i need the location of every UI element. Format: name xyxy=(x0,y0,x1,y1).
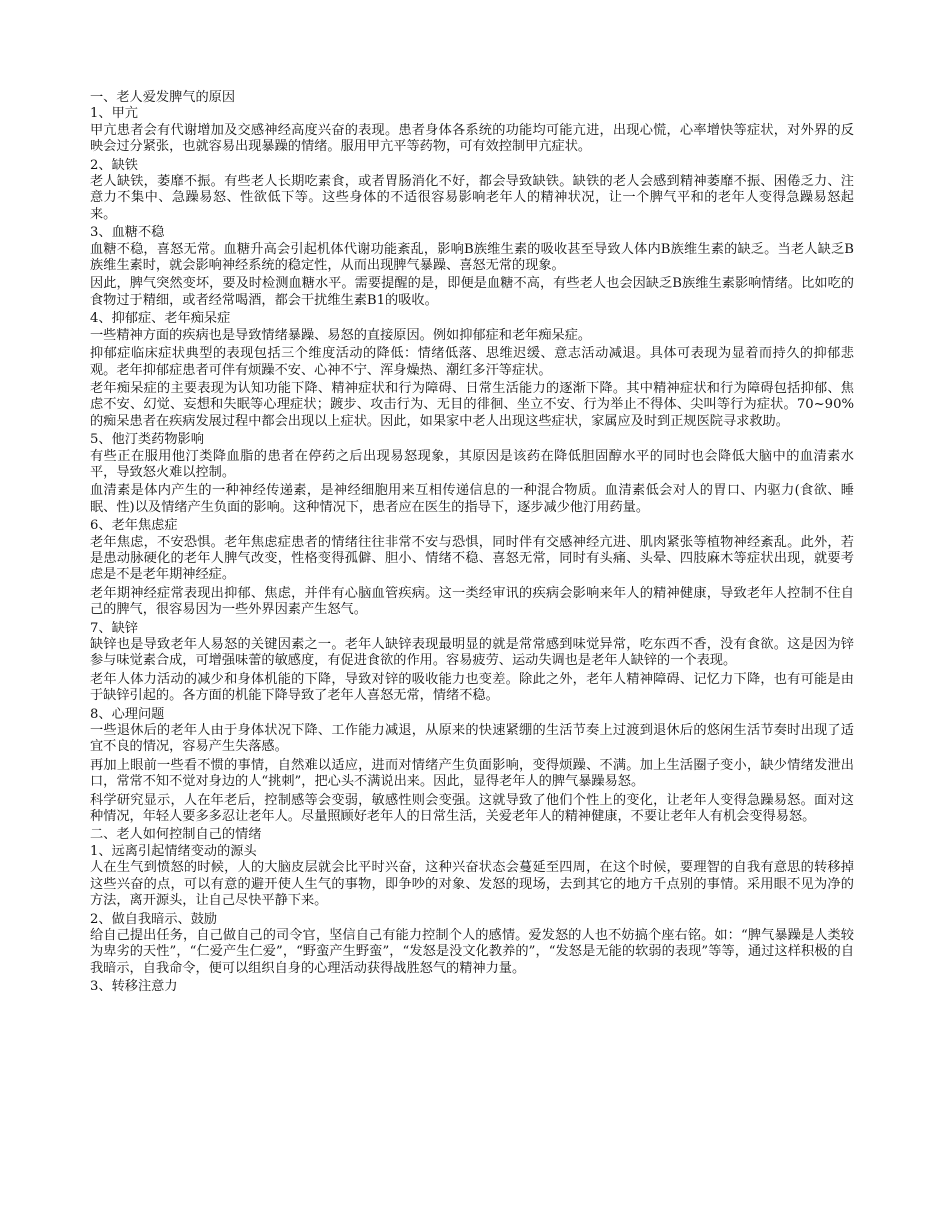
paragraph: 再加上眼前一些看不惯的事情，自然难以适应，进而对情绪产生负面影响，变得烦躁、不满。加上生活圈子变小，缺少情绪发泄出口，常常不知不觉对身边的人“挑刺”，把心头不满说出来。因此，显得老年人的脾气暴躁易怒。 xyxy=(90,757,854,790)
subsection-heading: 1、远离引起情绪变动的源头 xyxy=(90,843,257,859)
paragraph: 一些精神方面的疾病也是导致情绪暴躁、易怒的直接原因。例如抑郁症和老年痴呆症。 xyxy=(90,327,592,343)
paragraph: 甲亢患者会有代谢增加及交感神经高度兴奋的表现。患者身体各系统的功能均可能亢进，出现心慌，心率增快等症状，对外界的反映会过分紧张，也就容易出现暴躁的情绪。服用甲亢平等药物，可有效控制甲亢症状。 xyxy=(90,122,854,155)
section-heading: 二、老人如何控制自己的情绪 xyxy=(90,827,262,843)
paragraph: 老年人体力活动的减少和身体机能的下降，导致对锌的吸收能力也变差。除此之外，老年人精神障碍、记忆力下降，也有可能是由于缺锌引起的。各方面的机能下降导致了老年人喜怒无常，情绪不稳。 xyxy=(90,671,854,704)
paragraph: 缺锌也是导致老年人易怒的关键因素之一。老年人缺锌表现最明显的就是常常感到味觉异常，吃东西不香，没有食欲。这是因为锌参与味觉素合成，可增强味蕾的敏感度，有促进食欲的作用。容易疲劳、运动失调也是老年人缺锌的一个表现。 xyxy=(90,637,854,669)
paragraph: 血糖不稳，喜怒无常。血糖升高会引起机体代谢功能紊乱，影响B族维生素的吸收甚至导致人体内B族维生素的缺乏。当老人缺乏B族维生素时，就会影响神经系统的稳定性，从而出现脾气暴躁、喜怒无常的现象。 xyxy=(90,241,854,274)
paragraph: 有些正在服用他汀类降血脂的患者在停药之后出现易怒现象，其原因是该药在降低胆固醇水平的同时也会降低大脑中的血清素水平，导致怒火难以控制。 xyxy=(90,448,854,480)
paragraph: 老年期神经症常表现出抑郁、焦虑，并伴有心脑血管疾病。这一类经审讯的疾病会影响来年人的精神健康，导致老年人控制不住自己的脾气，很容易因为一些外界因素产生怒气。 xyxy=(90,585,854,618)
paragraph: 给自己提出任务，自己做自己的司令官，坚信自己有能力控制个人的感情。爱发怒的人也不妨搞个座右铭。如：“脾气暴躁是人类较为卑劣的天性”，“仁爱产生仁爱”，“野蛮产生野蛮”，“发怒是没文化教养的”，“发怒是无能的软弱的表现”等等，通过这样积极的自我暗示，自我命令，便可以组织自身的心理活动获得战胜怒气的精神力量。 xyxy=(90,927,854,976)
subsection-heading: 2、做自我暗示、鼓励 xyxy=(90,911,218,927)
paragraph: 因此，脾气突然变坏，要及时检测血糖水平。需要提醒的是，即便是血糖不高，有些老人也会因缺乏B族维生素影响情绪。比如吃的食物过于精细，或者经常喝酒，都会干扰维生素B1的吸收。 xyxy=(90,276,854,308)
paragraph: 抑郁症临床症状典型的表现包括三个维度活动的降低：情绪低落、思维迟缓、意志活动减退。具体可表现为显着而持久的抑郁悲观。老年抑郁症患者可伴有烦躁不安、心神不宁、浑身燥热、潮红多汗等症状。 xyxy=(90,346,854,378)
subsection-heading: 3、血糖不稳 xyxy=(90,225,165,241)
subsection-heading: 4、抑郁症、老年痴呆症 xyxy=(90,311,231,327)
paragraph: 老年焦虑，不安恐惧。老年焦虑症患者的情绪往往非常不安与恐惧，同时伴有交感神经亢进、肌肉紧张等植物神经紊乱。此外，若是患动脉硬化的老年人脾气改变，性格变得孤僻、胆小、情绪不稳、喜怒无常，同时有头痛、头晕、四肢麻木等症状出现，就要考虑是不是老年期神经症。 xyxy=(90,534,854,583)
paragraph: 一些退休后的老年人由于身体状况下降、工作能力减退，从原来的快速紧绷的生活节奏上过渡到退休后的悠闲生活节奏时出现了适宜不良的情况，容易产生失落感。 xyxy=(90,723,854,755)
subsection-heading: 8、心理问题 xyxy=(90,706,165,722)
subsection-heading: 1、甲亢 xyxy=(90,106,138,122)
paragraph: 血清素是体内产生的一种神经传递素，是神经细胞用来互相传递信息的一种混合物质。血清素低会对人的胃口、内驱力(食欲、睡眠、性)以及情绪产生负面的影响。这种情况下，患者应在医生的指导下，逐步减少他汀用药量。 xyxy=(90,483,854,515)
paragraph: 科学研究显示，人在年老后，控制感等会变弱，敏感性则会变强。这就导致了他们个性上的变化，让老年人变得急躁易怒。面对这种情况，年轻人要多多忍让老年人。尽量照顾好老年人的日常生活，关爱老年人的精神健康，不要让老年人有机会变得易怒。 xyxy=(90,792,854,825)
subsection-heading: 5、他汀类药物影响 xyxy=(90,432,204,448)
paragraph: 老年痴呆症的主要表现为认知功能下降、精神症状和行为障碍、日常生活能力的逐渐下降。其中精神症状和行为障碍包括抑郁、焦虑不安、幻觉、妄想和失眠等心理症状；踱步、攻击行为、无目的徘徊、坐立不安、行为举止不得体、尖叫等行为症状。70~90%的痴呆患者在疾病发展过程中都会出现以上症状。因此，如果家中老人出现这些症状，家属应及时到正规医院寻求救助。 xyxy=(90,380,854,429)
paragraph: 人在生气到愤怒的时候，人的大脑皮层就会比平时兴奋，这种兴奋状态会蔓延至四周，在这个时候，要理智的自我有意思的转移掉这些兴奋的点，可以有意的避开使人生气的事物，即争吵的对象、发怒的现场，去到其它的地方千点别的事情。采用眼不见为净的方法，离开源头，让自己尽快平静下来。 xyxy=(90,860,854,909)
paragraph: 老人缺铁，萎靡不振。有些老人长期吃素食，或者胃肠消化不好，都会导致缺铁。缺铁的老人会感到精神萎靡不振、困倦乏力、注意力不集中、急躁易怒、性欲低下等。这些身体的不适很容易影响老年人的精神状况，让一个脾气平和的老年人变得急躁易怒起来。 xyxy=(90,174,854,222)
subsection-heading: 7、缺锌 xyxy=(90,620,138,636)
section-heading: 一、老人爱发脾气的原因 xyxy=(90,90,236,105)
subsection-heading: 2、缺铁 xyxy=(90,157,138,173)
subsection-heading: 6、老年焦虑症 xyxy=(90,518,178,534)
subsection-heading: 3、转移注意力 xyxy=(90,979,178,995)
